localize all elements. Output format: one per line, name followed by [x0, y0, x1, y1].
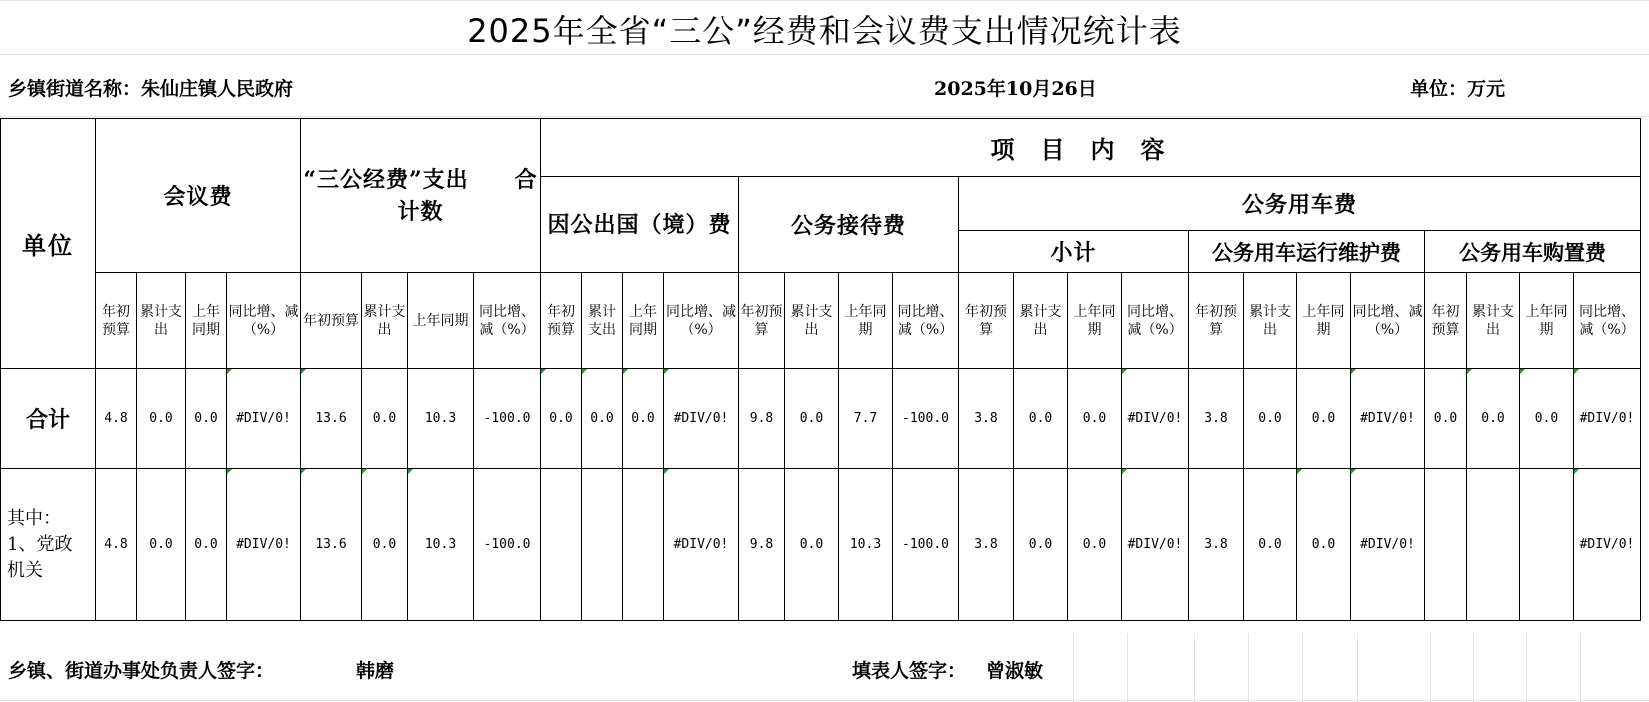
sub-header: 累计支出: [1467, 273, 1520, 369]
gridline: [1580, 633, 1581, 702]
table-cell[interactable]: 0.0: [582, 369, 623, 469]
table-cell[interactable]: 10.3: [408, 369, 474, 469]
table-cell[interactable]: 0.0: [1425, 369, 1467, 469]
leader-signature-name: 韩磨: [356, 660, 395, 682]
vehicle-maintenance-header: 公务用车运行维护费: [1189, 231, 1425, 273]
table-cell[interactable]: 0.0: [186, 369, 227, 469]
sub-header: 同比增、减（%）: [1351, 273, 1425, 369]
table-cell[interactable]: 0.0: [1014, 369, 1068, 469]
table-cell[interactable]: 0.0: [785, 369, 839, 469]
vehicle-fee-header: 公务用车费: [959, 177, 1641, 231]
sub-header: 上年同期: [408, 273, 474, 369]
sub-header: 年初预算: [739, 273, 785, 369]
row-label: 合计: [1, 369, 96, 469]
gridline: [1526, 633, 1527, 702]
gridline: [0, 700, 1649, 701]
gridline: [1473, 633, 1474, 702]
row-label-line: 1、党政: [7, 533, 73, 555]
table-cell[interactable]: 0.0: [362, 469, 408, 621]
sub-header: 累计支出: [1014, 273, 1068, 369]
table-cell[interactable]: #DIV/0!: [664, 369, 739, 469]
table-cell[interactable]: 13.6: [301, 369, 362, 469]
table-cell[interactable]: #DIV/0!: [664, 469, 739, 621]
table-cell[interactable]: -100.0: [893, 369, 959, 469]
sub-header: 累计支出: [582, 273, 623, 369]
row-label-line: 机关: [7, 559, 43, 581]
row-label-line: 其中：: [7, 507, 61, 529]
leader-signature-label: 乡镇、街道办事处负责人签字：: [8, 660, 275, 682]
table-cell[interactable]: 7.7: [839, 369, 893, 469]
table-row: [1, 469, 1641, 621]
gridline: [0, 54, 1649, 55]
sub-header: 上年同期: [839, 273, 893, 369]
table-cell[interactable]: 0.0: [1014, 469, 1068, 621]
sub-header: 累计支出: [362, 273, 408, 369]
vehicle-purchase-header: 公务用车购置费: [1425, 231, 1641, 273]
table-cell[interactable]: #DIV/0!: [1574, 369, 1641, 469]
gridline: [1302, 633, 1303, 702]
page-title: 2025年全省“三公”经费和会议费支出情况统计表: [467, 12, 1182, 50]
table-cell[interactable]: -100.0: [474, 469, 541, 621]
table-cell[interactable]: 0.0: [1068, 369, 1122, 469]
township-name: 乡镇街道名称：朱仙庄镇人民政府: [8, 78, 294, 100]
sub-header: 上年同期: [1068, 273, 1122, 369]
table-cell[interactable]: #DIV/0!: [1351, 469, 1425, 621]
table-cell[interactable]: [1425, 469, 1467, 621]
sub-header: 上年同期: [623, 273, 664, 369]
table-cell[interactable]: 0.0: [1244, 369, 1297, 469]
table-cell[interactable]: 3.8: [1189, 369, 1244, 469]
sub-header: 同比增、减（%）: [474, 273, 541, 369]
table-cell[interactable]: 0.0: [1244, 469, 1297, 621]
filler-signature-name: 曾淑敏: [986, 660, 1044, 682]
table-cell[interactable]: 0.0: [1467, 369, 1520, 469]
gridline: [1430, 633, 1431, 702]
row-label: [1, 469, 96, 621]
sub-header: 年初预算: [1425, 273, 1467, 369]
table-cell[interactable]: 0.0: [541, 369, 582, 469]
sub-header: 同比增、减（%）: [1122, 273, 1189, 369]
sub-header: 上年同期: [186, 273, 227, 369]
sub-header: 累计支出: [1244, 273, 1297, 369]
table-cell[interactable]: 10.3: [408, 469, 474, 621]
project-content-header: 项目内容: [541, 119, 1641, 177]
table-cell[interactable]: [623, 469, 664, 621]
table-cell[interactable]: #DIV/0!: [227, 369, 301, 469]
table-cell[interactable]: 9.8: [739, 369, 785, 469]
table-cell[interactable]: 4.8: [96, 369, 137, 469]
sub-header: 累计支出: [785, 273, 839, 369]
gridline: [1127, 633, 1128, 702]
table-cell[interactable]: 0.0: [1297, 469, 1351, 621]
table-cell[interactable]: 0.0: [137, 369, 186, 469]
table-cell[interactable]: 0.0: [623, 369, 664, 469]
gridline: [0, 0, 1649, 1]
table-cell[interactable]: [541, 469, 582, 621]
sub-header: 累计支出: [137, 273, 186, 369]
three-public-total-header: “三公经费”支出 合计数: [301, 119, 541, 273]
table-cell[interactable]: [1467, 469, 1520, 621]
table-cell[interactable]: #DIV/0!: [227, 469, 301, 621]
meeting-fee-header: 会议费: [96, 119, 301, 273]
table-cell[interactable]: 0.0: [137, 469, 186, 621]
table-cell[interactable]: [1520, 469, 1574, 621]
table-cell[interactable]: 3.8: [959, 469, 1014, 621]
sub-header: 同比增、减（%）: [664, 273, 739, 369]
table-cell[interactable]: 13.6: [301, 469, 362, 621]
table-cell[interactable]: 3.8: [1189, 469, 1244, 621]
subtotal-header: 小计: [959, 231, 1189, 273]
expense-table: [0, 118, 1641, 621]
gridline: [1357, 633, 1358, 702]
table-cell[interactable]: 0.0: [362, 369, 408, 469]
reception-fee-header: 公务接待费: [739, 177, 959, 273]
report-date: 2025年10月26日: [934, 78, 1097, 100]
gridline: [1194, 633, 1195, 702]
gridline: [0, 116, 1649, 117]
unit-column-header: 单位: [1, 119, 96, 369]
table-cell[interactable]: #DIV/0!: [1122, 469, 1189, 621]
table-cell[interactable]: #DIV/0!: [1574, 469, 1641, 621]
gridline: [1073, 633, 1074, 702]
table-row: [1, 369, 1641, 469]
table-cell[interactable]: 9.8: [739, 469, 785, 621]
filler-signature-label: 填表人签字：: [852, 660, 967, 682]
sub-header: 同比增、减（%）: [1574, 273, 1641, 369]
table-cell[interactable]: 0.0: [785, 469, 839, 621]
sub-header: 年初预算: [541, 273, 582, 369]
sub-header: 年初预算: [959, 273, 1014, 369]
sub-header: 年初预算: [301, 273, 362, 369]
table-cell[interactable]: #DIV/0!: [1351, 369, 1425, 469]
table-cell[interactable]: 10.3: [839, 469, 893, 621]
sub-header: 年初预算: [96, 273, 137, 369]
outbound-travel-header: 因公出国（境）费: [541, 177, 739, 273]
sub-header: 上年同期: [1520, 273, 1574, 369]
table-cell[interactable]: -100.0: [474, 369, 541, 469]
unit-label: 单位：万元: [1410, 78, 1506, 100]
table-cell[interactable]: 3.8: [959, 369, 1014, 469]
table-cell[interactable]: 0.0: [1297, 369, 1351, 469]
sub-header: 上年同期: [1297, 273, 1351, 369]
table-cell[interactable]: -100.0: [893, 469, 959, 621]
table-cell[interactable]: [582, 469, 623, 621]
sub-header: 同比增、减（%）: [227, 273, 301, 369]
sub-header: 同比增、减（%）: [893, 273, 959, 369]
table-cell[interactable]: #DIV/0!: [1122, 369, 1189, 469]
gridline: [1248, 633, 1249, 702]
table-cell[interactable]: 4.8: [96, 469, 137, 621]
table-cell[interactable]: 0.0: [1520, 369, 1574, 469]
table-cell[interactable]: 0.0: [186, 469, 227, 621]
table-cell[interactable]: 0.0: [1068, 469, 1122, 621]
sub-header: 年初预算: [1189, 273, 1244, 369]
